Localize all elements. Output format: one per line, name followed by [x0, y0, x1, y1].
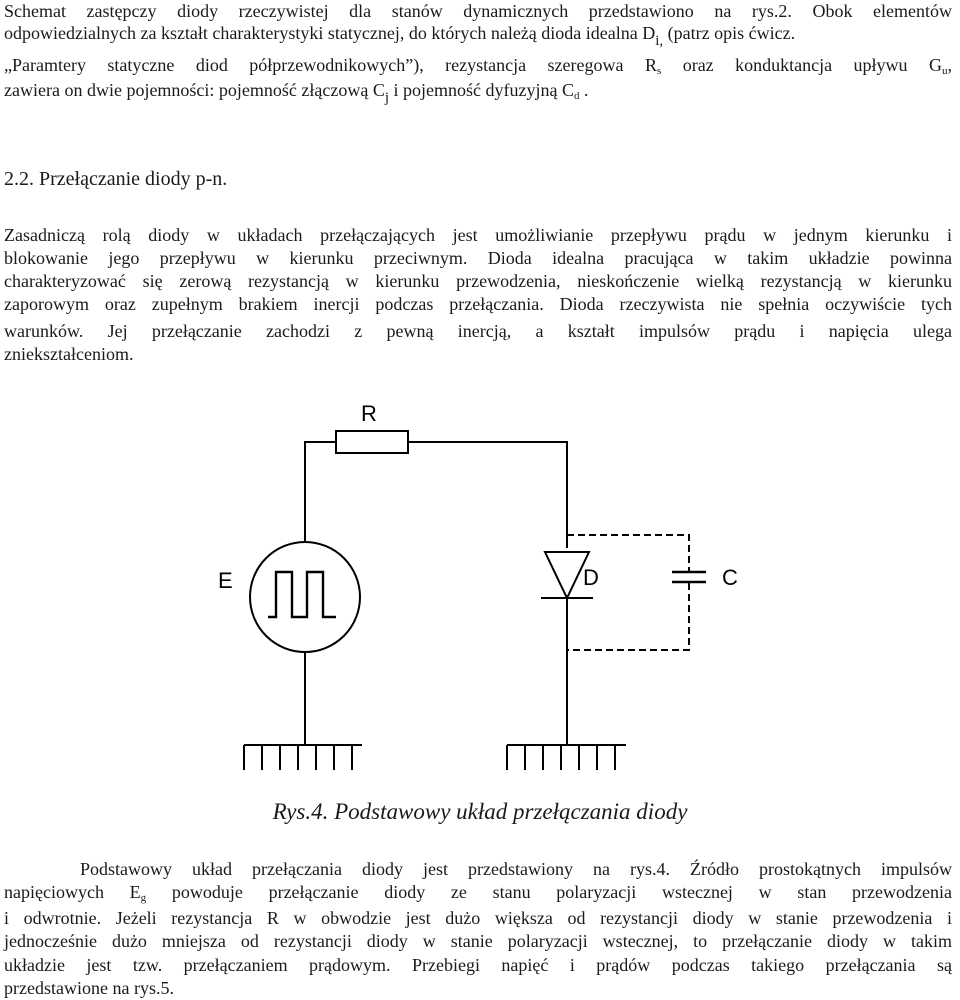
- para1-line: Zasadniczą rolą diody w układach przełączających jest umożliwianie przepływu prądu w jednym kierunku i: [4, 225, 952, 245]
- section-heading: 2.2. Przełączanie diody p-n.: [4, 168, 228, 190]
- label-C: C: [722, 565, 738, 590]
- subscript-u: u: [942, 65, 948, 77]
- square-wave-icon: [268, 572, 336, 617]
- subscript-g: g: [140, 892, 147, 904]
- para2-line-1: Podstawowy układ przełączania diody jest przedstawiony na rys.4. Źródło prostokątnych impulsów: [80, 859, 952, 879]
- pulse-source: [250, 542, 360, 652]
- intro-line-4: zawiera on dwie pojemności: pojemność złączową $C_j$ i pojemność dyfuzyjną $C_d$ .: [4, 80, 589, 106]
- subscript-d: d: [574, 90, 580, 102]
- para1-line: zaporowym oraz zupełnym brakiem inercji podczas przełączania. Dioda rzeczywista nie spełnia oczywiście tych: [4, 294, 952, 314]
- subscript-s: s: [656, 65, 662, 77]
- para2-line-2: napięciowych $E_g$ powoduje przełączanie diody ze stanu polaryzacji wstecznej w stan przewodzenia: [4, 882, 952, 904]
- intro-line-3: „Paramtery statyczne diod półprzewodnikowych”), rezystancja szeregowa $R_s$ oraz konduktancja upływu $G_u$,: [4, 55, 952, 77]
- para1-line: blokowanie jego przepływu w kierunku przeciwnym. Dioda idealna pracująca w takim układzie powinna: [4, 248, 952, 268]
- intro-line-2: odpowiedzialnych za kształt charakterystyki statycznej, do których należą dioda idealna $D_{i,}$ (patrz opis ćwicz.: [4, 23, 796, 49]
- subscript-j: j: [384, 90, 390, 106]
- para1-line: charakteryzować się zerową rezystancją w kierunku przewodzenia, nieskończenie wielką rezystancją w kierunku: [4, 271, 952, 291]
- para2-line-4: jednocześnie dużo mniejsza od rezystancji diody w stanie polaryzacji wstecznej, to przełączanie diody w takim: [4, 931, 952, 951]
- ground-symbol-right: [507, 745, 626, 770]
- figure-caption: Rys.4. Podstawowy układ przełączania diody: [272, 799, 688, 824]
- para2-line-5: układzie jest tzw. przełączaniem prądowym. Przebiegi napięć i prądów podczas takiego przełączania są: [4, 955, 952, 975]
- intro-line-1: Schemat zastępczy diody rzeczywistej dla stanów dynamicznych przedstawiono na rys.2. Obok elementów: [4, 1, 952, 21]
- label-E: E: [218, 568, 233, 593]
- capacitor-wire-bottom: [567, 583, 689, 650]
- label-D: D: [583, 565, 599, 590]
- label-R: R: [361, 401, 377, 426]
- resistor: [336, 431, 408, 453]
- wire-left-top: [305, 442, 336, 542]
- para1-line: zniekształceniom.: [4, 344, 134, 364]
- wire-right-top: [408, 442, 567, 548]
- subscript-i: i,: [655, 33, 664, 49]
- para1-line: warunków. Jej przełączanie zachodzi z pewną inercją, a kształt impulsów prądu i napięcia ulega: [4, 321, 952, 341]
- para2-line-6: przedstawione na rys.5.: [4, 978, 174, 998]
- para2-line-3: i odwrotnie. Jeżeli rezystancja R w obwodzie jest dużo większa od rezystancji diody w stanie przewodzenia i: [4, 908, 952, 928]
- ground-symbol-left: [244, 745, 362, 770]
